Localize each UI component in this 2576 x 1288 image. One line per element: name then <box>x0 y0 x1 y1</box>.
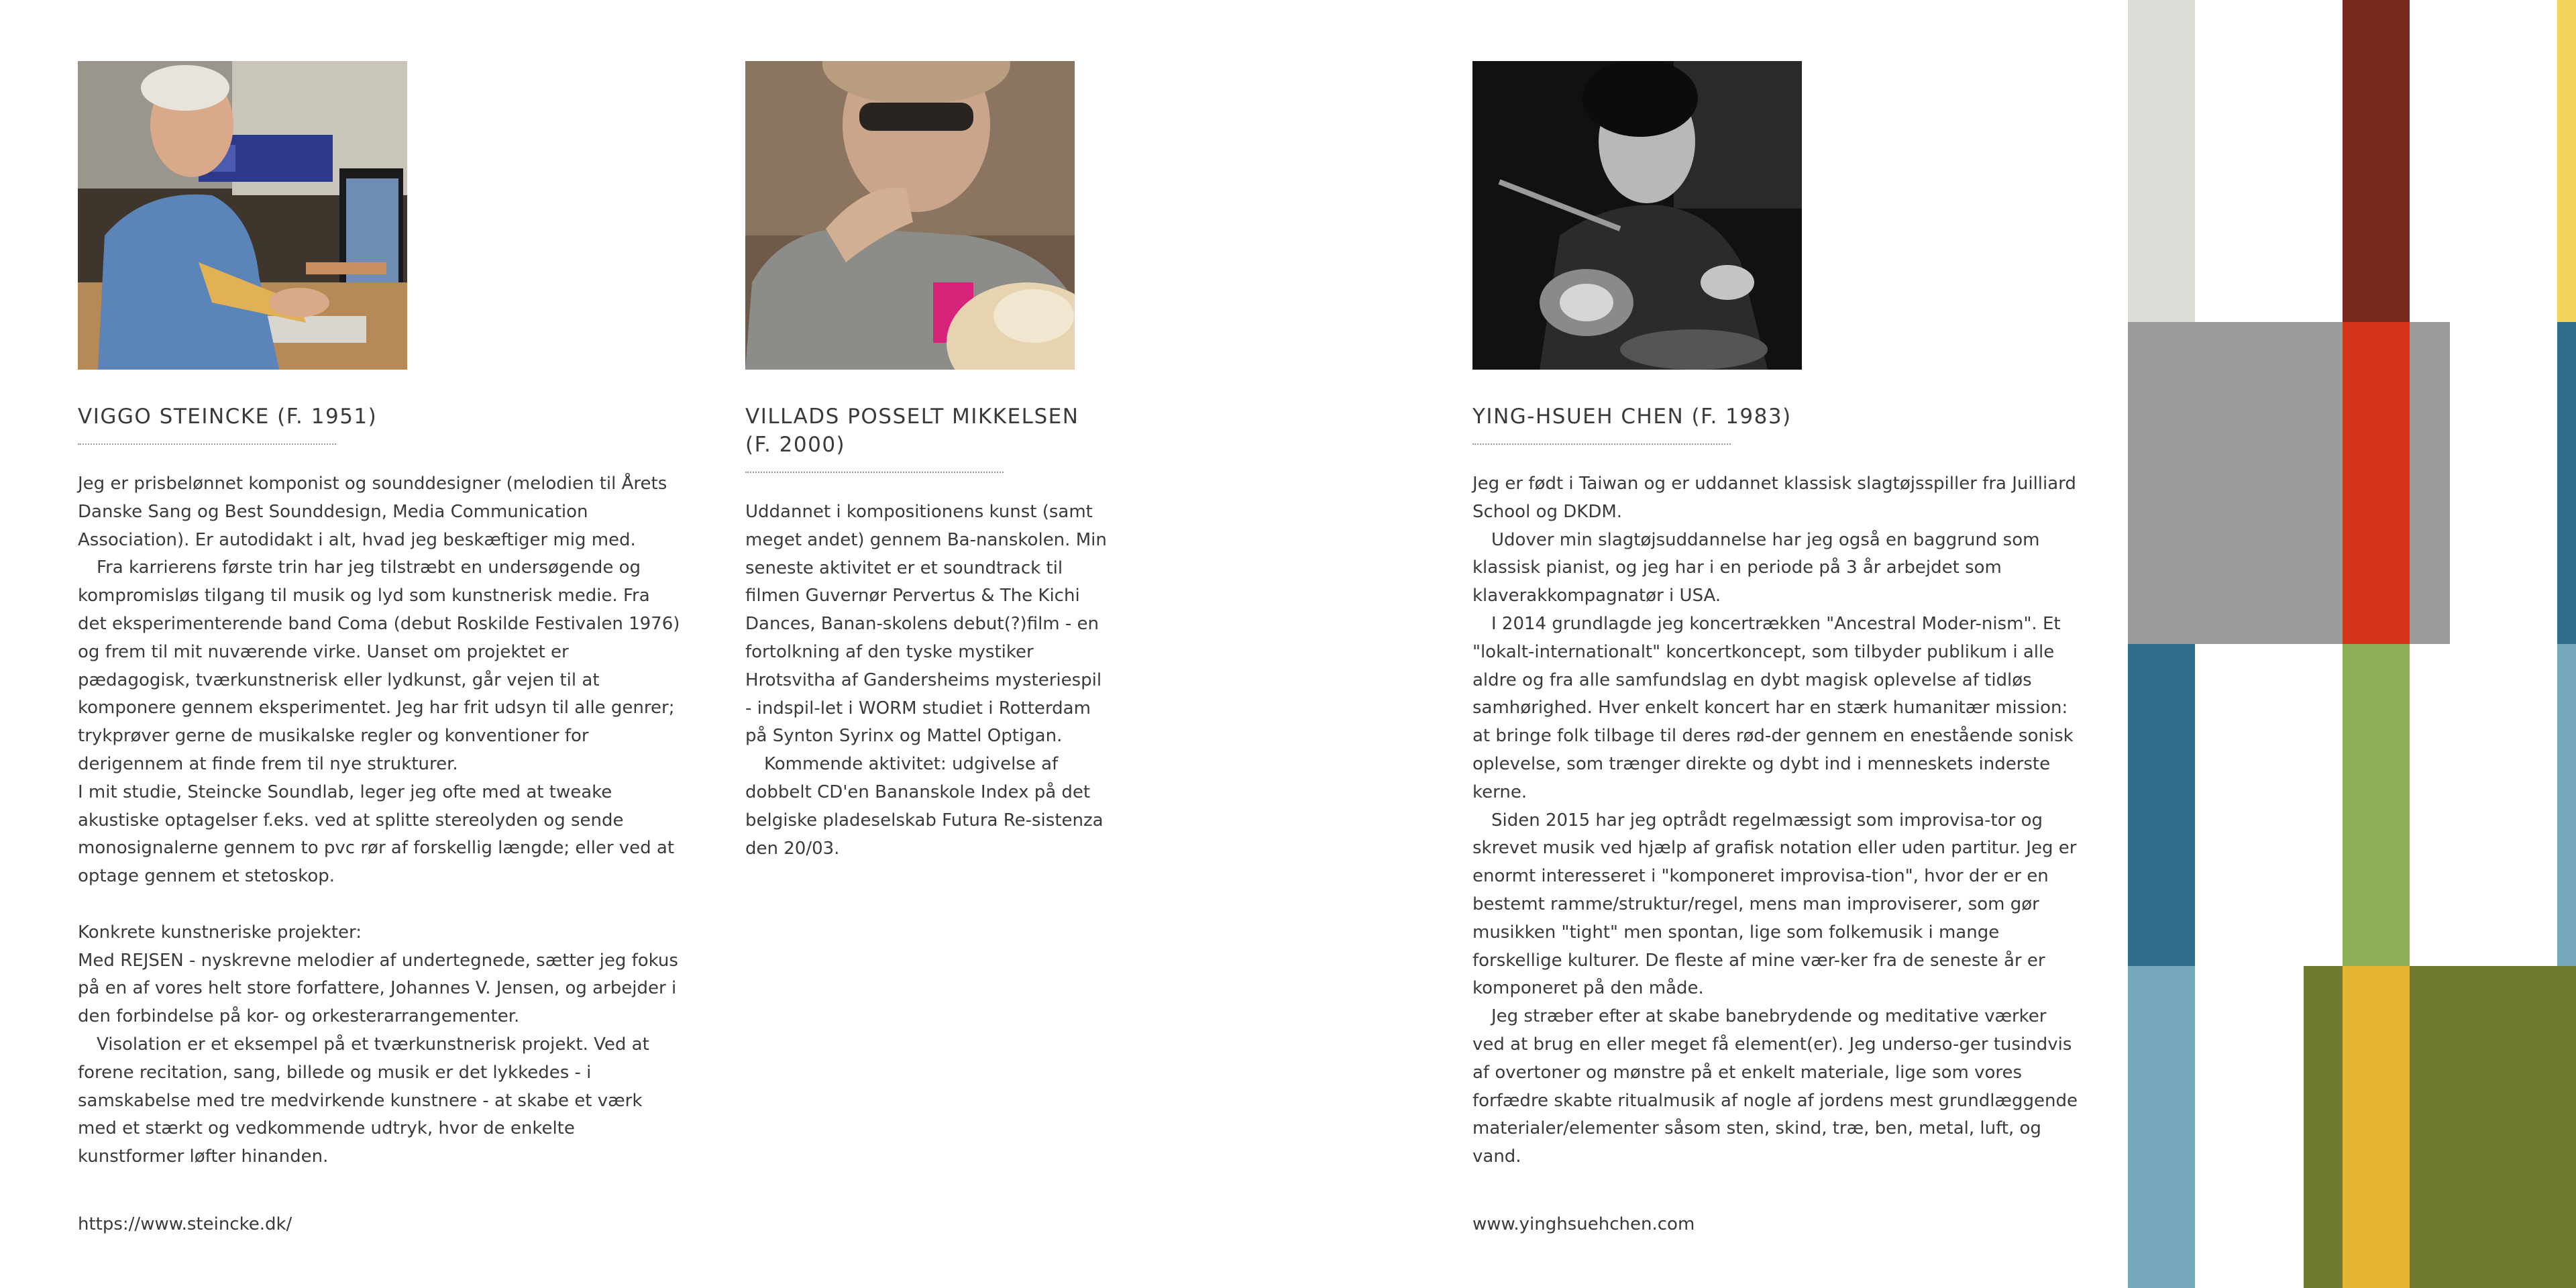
light-teal-block <box>2557 644 2576 966</box>
photo-ying-hsueh-chen <box>1472 61 1802 370</box>
yellow-block <box>2557 0 2576 322</box>
profile-villads-posselt-mikkelsen <box>745 402 1111 863</box>
paragraph: Jeg stræber efter at skabe banebrydende og meditative værker ved at brug en eller meget få element(er). Jeg underso-ger tusindvis af overtoner og mønstre på et enkelt materiale, lige som vores forfædre skabte ritualmusik af nogle af jordens mest grundlæggende materialer/elementer såsom sten, skind, træ, ben, metal, luft, og vand. <box>1472 1006 2078 1167</box>
paragraph: Jeg er prisbelønnet komponist og sounddesigner (melodien til Årets Danske Sang og Best Sounddesign, Media Communication Association). Er autodidakt i alt, hvad jeg beskæftiger mig med. <box>78 474 667 550</box>
paragraph: Uddannet i kompositionens kunst (samt meget andet) gennem Ba-nanskolen. Min seneste aktivitet er et soundtrack til filmen Guvernør Pervertus & The Kichi Dances, Banan-skolens debut(?)film - en fortolkning af den tyske mystiker Hrotsvitha af Gandersheims mysteriespil - indspil-let i WORM studiet i Rotterdam på Synton Syrinx og Mattel Optigan. <box>745 502 1107 747</box>
profile-body <box>1472 470 2080 1171</box>
color-block-graphic <box>2128 0 2576 1288</box>
projects-heading: Konkrete kunstneriske projekter: <box>78 922 362 943</box>
red-block <box>2343 322 2410 644</box>
profile-name: VIGGO STEINCKE (F. 1951) <box>78 405 378 429</box>
portrait-photo-graphic <box>745 61 1075 370</box>
profile-website-link[interactable]: https://www.steincke.dk/ <box>78 1214 292 1234</box>
profile-viggo-steincke <box>78 402 682 1171</box>
studio-photo-graphic <box>78 61 407 370</box>
paragraph: Kommende aktivitet: udgivelse af dobbelt CD'en Bananskole Index på det belgiske pladeselskab Futura Re-sistenza den 20/03. <box>745 754 1104 859</box>
paragraph: I 2014 grundlagde jeg koncertrækken "Ancestral Moder-nism". Et "lokalt-internationalt" koncertkoncept, som tilbyder publikum i alle aldre og fra alle samfundslag en dybt magisk oplevelse af tidløs samhørighed. Hver enkelt koncert har en stærk humanitær mission: at bringe folk tilbage til deres rød-der gennem en enestående sonisk oplevelse, som trænger direkte og dybt ind i menneskets inderste kerne. <box>1472 613 2074 802</box>
dark-teal-block <box>2557 322 2576 644</box>
profile-name: YING-HSUEH CHEN (F. 1983) <box>1472 405 1792 429</box>
profile-website-link[interactable]: www.yinghsuehchen.com <box>1472 1214 1695 1234</box>
performer-photo-graphic <box>1472 61 1802 370</box>
dotted-divider <box>745 472 1004 473</box>
profile-name-line-1: VILLADS POSSELT MIKKELSEN <box>745 405 1079 429</box>
decorative-color-blocks <box>2128 0 2576 1288</box>
mustard-block <box>2343 966 2410 1288</box>
page-number-left: 52. <box>32 1238 60 1258</box>
paragraph: Med REJSEN - nyskrevne melodier af undertegnede, sætter jeg fokus på en af vores helt store forfattere, Johannes V. Jensen, og arbejder i den forbindelse på kor- og orkesterarrangementer. <box>78 950 678 1027</box>
paragraph: Fra karrierens første trin har jeg tilstræbt en undersøgende og kompromisløs tilgang til musik og lyd som kunstnerisk medie. Fra det eksperimenterende band Coma (debut Roskilde Festivalen 1976) og frem til mit nuværende virke. Uanset om projektet er pædagogisk, tværkunstnerisk eller lydkunst, går vejen til at komponere gennem eksperimentet. Jeg har frit udsyn til alle genrer; trykprøver gerne de musikalske regler og konventioner for derigennem at finde frem til nye strukturer. <box>78 557 680 774</box>
green-block <box>2343 644 2410 966</box>
paragraph: I mit studie, Steincke Soundlab, leger jeg ofte med at tweake akustiske optagelser f.eks. ved at splitte stereolyden og sende monosignalerne gennem to pvc rør af forskellig længde; eller ved at optage gennem et stetoskop. <box>78 782 675 887</box>
profile-body <box>745 498 1111 863</box>
dotted-divider <box>1472 443 1731 445</box>
profile-name-line-2: (F. 2000) <box>745 433 846 457</box>
light-teal-block <box>2128 966 2195 1288</box>
profile-body <box>78 470 682 1171</box>
paragraph: Jeg er født i Taiwan og er uddannet klassisk slagtøjsspiller fra Juilliard School og DKDM. <box>1472 474 2076 522</box>
maroon-block <box>2343 0 2410 322</box>
dark-teal-block <box>2128 644 2195 966</box>
paragraph: Siden 2015 har jeg optrådt regelmæssigt som improvisa-tor og skrevet musik ved hjælp af grafisk notation eller uden partitur. Jeg er enormt interesseret i "komponeret improvisa-tion", hvor der er en bestemt ramme/struktur/regel, mens man improviserer, som gør musikken "tight" men spontan, lige som folkemusik i mange forskellige kulturer. De fleste af mine vær-ker fra de seneste år er komponeret på den måde. <box>1472 810 2077 999</box>
profile-ying-hsueh-chen <box>1472 402 2080 1171</box>
photo-viggo-steincke <box>78 61 407 370</box>
paragraph: Visolation er et eksempel på et tværkunstnerisk projekt. Ved at forene recitation, sang, billede og musik er det lykkedes - i samskabelse med tre medvirkende kunstnere - at skabe et værk med et stærkt og vedkommende udtryk, hvor de enkelte kunstformer løfter hinanden. <box>78 1034 649 1167</box>
light-gray-block <box>2128 0 2195 322</box>
dotted-divider <box>78 443 336 445</box>
profile-name <box>745 402 1111 459</box>
paragraph: Udover min slagtøjsuddannelse har jeg også en baggrund som klassisk pianist, og jeg har i en periode på 3 år arbejdet som klaverakkompagnatør i USA. <box>1472 529 2040 606</box>
photo-villads-posselt-mikkelsen <box>745 61 1075 370</box>
